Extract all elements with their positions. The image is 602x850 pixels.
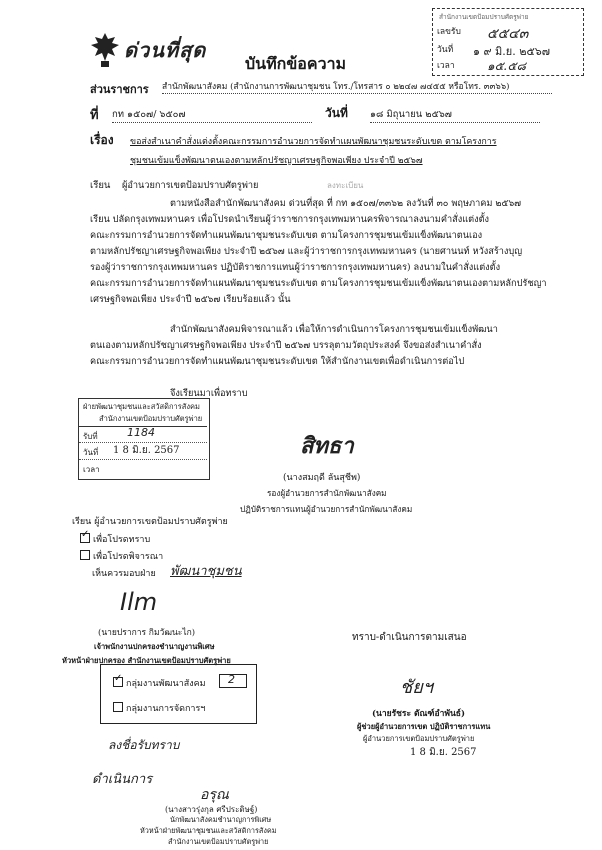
receive-date-label: วันที่ (437, 45, 454, 55)
receive-no-label: เลขรับ (437, 27, 461, 37)
memo-option-consider[interactable]: เพื่อโปรดพิจารณา (80, 549, 163, 563)
dept-stamp-time-label: เวลา (83, 465, 100, 474)
bottom-name: (นางสาวรุ่งกุล ศรีประดิษฐ์) (165, 805, 258, 814)
memo-position2: หัวหน้าฝ่ายปกครอง สำนักงานเขตป้อมปราบศัตรูพ่าย (62, 656, 231, 665)
agency-value: สำนักพัฒนาสังคม (สำนักงานการพัฒนาชุมชน โทร./โทรสาร ๐ ๒๒๔๗ ๗๔๕๕ หรือโทร. ๓๓๖๖) (162, 82, 552, 94)
checkbox-icon[interactable] (113, 702, 123, 712)
director-name: (นายรัชระ ตัณฑ์อำพันธ์) (372, 709, 465, 719)
memo-assign-handwriting: พัฒนาชุมชน (170, 564, 242, 579)
check-icon[interactable] (113, 677, 123, 687)
closing-text: จึงเรียนมาเพื่อทราบ (170, 388, 248, 399)
para1-line2: เรียน ปลัดกรุงเทพมหานคร เพื่อโปรดนำเรียนผู้ว่าราชการกรุงเทพมหานครพิจารณาลงนามคำสั่งแต่งตั้ง (90, 214, 490, 225)
dept-stamp-no-value: 1184 (127, 426, 155, 439)
receive-date-value: ๑ ๙ มิ.ย. ๒๕๖๗ (473, 45, 551, 58)
bottom-position3: สำนักงานเขตป้อมปราบศัตรูพ่าย (168, 837, 269, 846)
dept-stamp-date-value: 1 8 มิ.ย. 2567 (113, 445, 180, 456)
para2-line3: คณะกรรมการอำนวยการจัดทำแผนพัฒนาชุมชนระดับเขต ให้สำนักงานเขตเพื่อดำเนินการต่อไป (90, 356, 465, 367)
routing-item-management[interactable]: กลุ่มงานการจัดการฯ (113, 701, 205, 715)
para1-line4: ตามหลักปรัชญาเศรษฐกิจพอเพียง ประจำปี ๒๕๖๗ และผู้ว่าราชการกรุงเทพมหานคร (นายศานนท์ หวังสร้างบุญ (90, 246, 523, 257)
routing-box (100, 664, 257, 724)
signer1-signature: สิทธา (300, 434, 354, 459)
memo-name: (นายปราการ กิมวัฒนะไก) (98, 628, 196, 638)
dept-receive-stamp (78, 398, 210, 480)
bottom-handwriting-2: ดำเนินการ (92, 772, 153, 787)
memo-option-acknowledge[interactable]: ✓เพื่อโปรดทราบ (80, 532, 150, 546)
bottom-signature: อรุณ (200, 787, 229, 803)
memo-signature: Ilm (120, 588, 158, 616)
signer1-position1: รองผู้อำนวยการสำนักพัฒนาสังคม (267, 488, 387, 498)
ref-label: ที่ (90, 108, 99, 123)
ref-value: กท ๑๕๐๗/ ๖๕๐๗ (112, 107, 312, 123)
director-signature: ชัยฯ (400, 677, 433, 698)
receive-stamp: สำนักงานเขตป้อมปราบศัตรูพ่าย เลขรับ ๕๕๔๓ วันที่ ๑ ๙ มิ.ย. ๒๕๖๗ เวลา ๑๕.๕๘ (432, 8, 584, 76)
receive-time-value: ๑๕.๕๘ (487, 59, 526, 73)
signer1-name: (นางสมฤดี ลันสุชีพ) (283, 473, 361, 483)
dept-stamp-line1: ฝ่ายพัฒนาชุมชนและสวัสดิการสังคม (83, 402, 200, 411)
to-value: ผู้อำนวยการเขตป้อมปราบศัตรูพ่าย (122, 180, 259, 191)
faint-ref: ลงทะเบียน (327, 181, 364, 190)
para1-line3: คณะกรรมการอำนวยการจัดทำแผนพัฒนาชุมชนระดับเขต ตามโครงการชุมชนเข้มแข็งพัฒนาตนเอง (90, 230, 483, 241)
receive-time-label: เวลา (437, 61, 455, 71)
agency-label: ส่วนราชการ (90, 83, 149, 96)
memo-to: เรียน ผู้อำนวยการเขตป้อมปราบศัตรูพ่าย (72, 517, 228, 527)
memo-position1: เจ้าพนักงานปกครองชำนาญงานพิเศษ (94, 642, 215, 651)
para1-line6: คณะกรรมการอำนวยการจัดทำแผนพัฒนาชุมชนระดับเขต ตามโครงการชุมชนเข้มแข็งพัฒนาตนเองตามหลักปรัชญา (90, 278, 547, 289)
receive-no-value: ๕๕๔๓ (487, 26, 529, 42)
para2-line1: สำนักพัฒนาสังคมพิจารณาแล้ว เพื่อให้การดำเนินการโครงการชุมชนเข้มแข็งพัฒนา (170, 324, 498, 335)
subject-label: เรื่อง (90, 133, 114, 147)
para2-line2: ตนเองตามหลักปรัชญาเศรษฐกิจพอเพียง ประจำปี ๒๕๖๗ บรรลุตามวัตถุประสงค์ จึงขอส่งสำเนาคำสั่ง (90, 340, 482, 351)
check-icon[interactable] (80, 533, 90, 543)
urgent-handwriting: ด่วนที่สุด (124, 38, 207, 62)
director-position1: ผู้ช่วยผู้อำนวยการเขต ปฏิบัติราชการแทน (357, 722, 491, 731)
bottom-handwriting-1: ลงชื่อรับทราบ (108, 738, 180, 752)
para1-line1: ตามหนังสือสำนักพัฒนาสังคม ด่วนที่สุด ที่ กท ๑๕๐๗/๓๓๖๒ ลงวันที่ ๓๐ พฤษภาคม ๒๕๖๗ (170, 198, 522, 209)
subject-line-1: ขอส่งสำเนาคำสั่งแต่งตั้งคณะกรรมการอำนวยการจัดทำแผนพัฒนาชุมชนระดับเขต ตามโครงการ (130, 137, 497, 147)
checkbox-icon[interactable] (80, 550, 90, 560)
director-position2: ผู้อำนวยการเขตป้อมปราบศัตรูพ่าย (363, 734, 475, 743)
routing-number-box: 2 (219, 674, 247, 688)
page-title: บันทึกข้อความ (245, 54, 347, 73)
director-date: 1 8 มิ.ย. 2567 (410, 747, 477, 758)
subject-line-2: ชุมชนเข้มแข็งพัฒนาตนเองตามหลักปรัชญาเศรษฐกิจพอเพียง ประจำปี ๒๕๖๗ (130, 156, 423, 166)
date-value: ๑๘ มิถุนายน ๒๕๖๗ (370, 107, 540, 123)
director-note: ทราบ-ดำเนินการตามเสนอ (352, 632, 467, 643)
dept-stamp-line2: สำนักงานเขตป้อมปราบศัตรูพ่าย (99, 414, 203, 423)
dept-stamp-date-label: วันที่ (83, 448, 99, 457)
to-label: เรียน (90, 180, 111, 191)
date-label: วันที่ (325, 106, 348, 120)
routing-item-social[interactable]: ✓กลุ่มงานพัฒนาสังคม (113, 676, 206, 690)
bottom-position2: หัวหน้าฝ่ายพัฒนาชุมชนและสวัสดิการสังคม (140, 826, 277, 835)
garuda-emblem (88, 30, 122, 70)
para1-line5: รองผู้ว่าราชการกรุงเทพมหานคร ปฏิบัติราชการแทนผู้ว่าราชการกรุงเทพมหานคร) ลงนามในคำสั่งแต่งตั้ง (90, 262, 501, 273)
para1-line7: เศรษฐกิจพอเพียง ประจำปี ๒๕๖๗ เรียบร้อยแล้ว นั้น (90, 294, 291, 305)
memo-option-assign: เห็นควรมอบฝ่าย (92, 569, 156, 579)
signer1-position2: ปฏิบัติราชการแทนผู้อำนวยการสำนักพัฒนาสังคม (240, 504, 413, 514)
bottom-position1: นักพัฒนาสังคมชำนาญการพิเศษ (170, 815, 272, 824)
dept-stamp-no-label: รับที่ (83, 432, 98, 441)
